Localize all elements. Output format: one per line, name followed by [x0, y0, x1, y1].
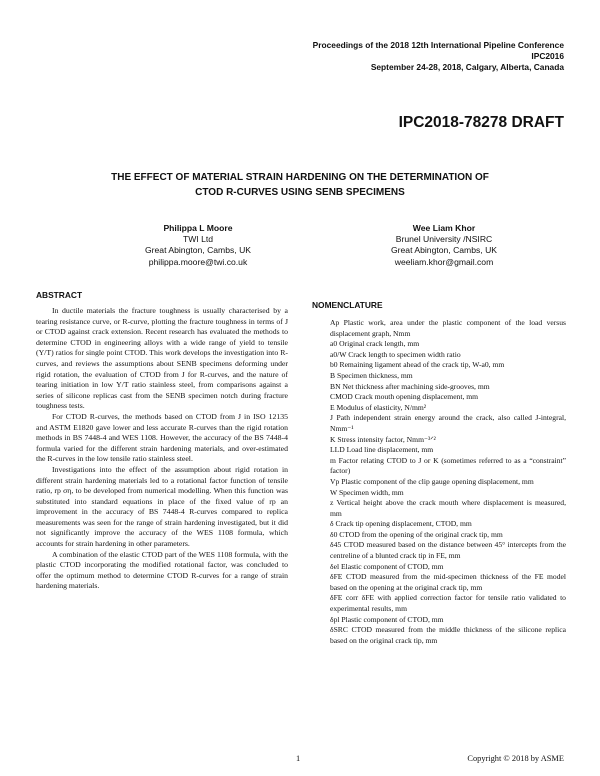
nomenclature-definition: Remaining ligament ahead of the crack tip, W-a0, mm: [339, 360, 505, 370]
author-address: Great Abington, Cambs, UK: [144, 245, 252, 256]
nomenclature-symbol: δpl: [330, 614, 340, 624]
nomenclature-definition: Specimen thickness, mm: [336, 370, 413, 380]
author-address: Great Abington, Cambs, UK: [390, 245, 498, 256]
nomenclature-item: [330, 498, 566, 519]
nomenclature-item: [330, 519, 566, 530]
author-name: Wee Liam Khor: [412, 223, 476, 233]
nomenclature-definition: CTOD from the opening of the original crack tip, mm: [339, 529, 503, 539]
nomenclature-definition: δFE with applied correction factor for tensile ratio validated to experimental results, mm: [330, 593, 566, 614]
nomenclature-symbol: δ: [330, 519, 334, 529]
conference-dates: September 24-28, 2018, Calgary, Alberta, Canada: [370, 62, 564, 72]
nomenclature-definition: Net thickness after machining side-grooves, mm: [342, 381, 490, 391]
nomenclature-symbol: b0: [330, 360, 338, 370]
nomenclature-symbol: E: [330, 402, 335, 412]
title-line: THE EFFECT OF MATERIAL STRAIN HARDENING ON THE DETERMINATION OF: [111, 172, 489, 183]
nomenclature-symbol: δ0: [330, 529, 338, 539]
nomenclature-definition: Crack mouth opening displacement, mm: [354, 392, 479, 402]
nomenclature-symbol: a0: [330, 339, 338, 349]
nomenclature-list: [330, 318, 566, 646]
nomenclature-symbol: BN: [330, 381, 341, 391]
nomenclature-item: [330, 413, 566, 434]
author-affiliation: TWI Ltd: [182, 234, 214, 245]
nomenclature-item: [330, 562, 566, 573]
nomenclature-definition: Factor relating CTOD to J or K (sometimes referred to as a “constraint” factor): [330, 455, 567, 476]
nomenclature-item: [330, 382, 566, 393]
nomenclature-definition: Load line displacement, mm: [346, 445, 434, 455]
abstract-paragraph: A combination of the elastic CTOD part of the WES 1108 formula, with the plastic CTOD incorporating the modified rotational factor, was concluded to offer the optimum method to determine CTOD R-curves for a range of strain hardening materials.: [36, 549, 288, 591]
nomenclature-item: [330, 593, 566, 614]
paper-title: [60, 170, 540, 200]
nomenclature-definition: Original crack length, mm: [339, 339, 420, 349]
nomenclature-symbol: W: [330, 487, 338, 497]
nomenclature-item: [330, 456, 566, 477]
nomenclature-definition: Plastic work, area under the plastic component of the load versus displacement graph, Nmm: [330, 318, 566, 338]
nomenclature-symbol: δel: [330, 561, 340, 571]
nomenclature-symbol: a0/W: [330, 349, 347, 359]
author-block: [88, 223, 308, 268]
nomenclature-definition: Plastic component of the clip gauge opening displacement, mm: [341, 476, 534, 486]
nomenclature-definition: Crack length to specimen width ratio: [348, 349, 461, 359]
nomenclature-item: [330, 488, 566, 499]
nomenclature-symbol: LLD: [330, 445, 345, 455]
nomenclature-item: [330, 350, 566, 361]
nomenclature-item: [330, 530, 566, 541]
nomenclature-symbol: CMOD: [330, 392, 353, 402]
abstract-paragraph: In ductile materials the fracture toughness is usually characterised by a tearing resistance curve, or R-curve, plotting the fracture toughness in terms of J or CTOD against crack extension. Recent research has evaluated the methods to determine CTOD in engineering alloys with a wide range of yield to tensile (Y/T) ratios for single point CTOD. This work develops the investigation into R-curves, and reviews the assumptions about SENB specimens deforming under rigid rotation, the evaluation of CTOD from J for R-curves, and the nature of tearing initiation in low Y/T ratio stainless steel, from comparisons against a series of silicone replicas cast from the SENB specimen notch during fracture toughness tests.: [36, 306, 288, 411]
conference-name: Proceedings of the 2018 12th International Pipeline Conference: [312, 40, 564, 50]
nomenclature-symbol: B: [330, 370, 336, 380]
nomenclature-symbol: K: [330, 434, 336, 444]
nomenclature-item: [330, 540, 566, 561]
nomenclature-item: [330, 625, 566, 646]
nomenclature-symbol: z: [330, 498, 334, 508]
author-name: Philippa L Moore: [163, 223, 233, 233]
nomenclature-item: [330, 572, 566, 593]
nomenclature-item: [330, 445, 566, 456]
nomenclature-item: [330, 392, 566, 403]
nomenclature-symbol: δFE corr: [330, 593, 359, 603]
author-email: philippa.moore@twi.co.uk: [148, 256, 248, 267]
abstract-heading: ABSTRACT: [36, 290, 83, 300]
nomenclature-item: [330, 477, 566, 488]
nomenclature-symbol: Ap: [330, 318, 340, 327]
nomenclature-definition: Path independent strain energy around the crack, also called J-integral, Nmm⁻¹: [330, 413, 566, 433]
nomenclature-item: [330, 360, 566, 371]
page-number: 1: [296, 754, 301, 763]
nomenclature-definition: Crack tip opening displacement, CTOD, mm: [335, 519, 472, 529]
nomenclature-symbol: δ45: [330, 540, 342, 550]
nomenclature-item: [330, 318, 566, 339]
nomenclature-definition: Specimen width, mm: [338, 487, 404, 497]
nomenclature-item: [330, 615, 566, 626]
copyright-notice: Copyright © 2018 by ASME: [467, 754, 564, 763]
nomenclature-symbol: δFE: [330, 572, 343, 582]
nomenclature-heading: NOMENCLATURE: [312, 300, 383, 310]
paper-id: IPC2018-78278 DRAFT: [398, 114, 564, 131]
nomenclature-definition: CTOD measured based on the distance between 45° intercepts from the centreline of a blunted crack tip in FE, mm: [330, 540, 566, 561]
nomenclature-symbol: J: [330, 413, 333, 423]
abstract-paragraph: For CTOD R-curves, the methods based on CTOD from J in ISO 12135 and ASTM E1820 gave lower and less accurate R-curves than the rigid rotation methods in BS 7448-4 and WES 1108. However, the accuracy of the BS 7448-4 formula varied for the different strain hardening materials, and over-estimated the R-curves in the low tensile ratio stainless steel.: [36, 411, 288, 464]
abstract-body: [36, 306, 288, 592]
nomenclature-definition: Stress intensity factor, Nmm⁻³ᐟ²: [337, 434, 436, 444]
title-line: CTOD R-CURVES USING SENB SPECIMENS: [195, 187, 405, 198]
author-email: weeliam.khor@gmail.com: [394, 256, 494, 267]
author-block: [334, 223, 554, 268]
author-affiliation: Brunel University /NSIRC: [395, 234, 493, 245]
abstract-paragraph: Investigations into the effect of the assumption about rigid rotation in different strain hardening materials led to a rotational factor function of tensile ratio, rp ση, to be developed from numerical modelling. When this function was substituted into standard equations in place of the fixed value of rp an improvement in the accuracy of BS 7448-4 R-curves compared to replica measurements was seen for the range of strain hardening investigated, but it did not significantly improve the accuracy of the WES 1108 formula, which accounts for strain hardening in other parameters.: [36, 464, 288, 549]
nomenclature-definition: Plastic component of CTOD, mm: [341, 614, 444, 624]
nomenclature-definition: Elastic component of CTOD, mm: [340, 561, 444, 571]
nomenclature-definition: Vertical height above the crack mouth where displacement is measured, mm: [330, 498, 566, 518]
nomenclature-item: [330, 435, 566, 446]
nomenclature-item: [330, 403, 566, 414]
nomenclature-definition: CTOD measured from the middle thickness of the silicone replica based on the original crack tip, mm: [330, 625, 566, 645]
nomenclature-definition: CTOD measured from the mid-specimen thickness of the FE model based on the opening at the original crack tip, mm: [330, 572, 566, 592]
nomenclature-symbol: m: [330, 455, 336, 465]
nomenclature-symbol: Vp: [330, 476, 340, 486]
nomenclature-definition: Modulus of elasticity, N/mm²: [336, 402, 427, 412]
nomenclature-item: [330, 339, 566, 350]
nomenclature-item: [330, 371, 566, 382]
conference-code: IPC2016: [531, 51, 564, 61]
nomenclature-symbol: δSRC: [330, 625, 348, 635]
